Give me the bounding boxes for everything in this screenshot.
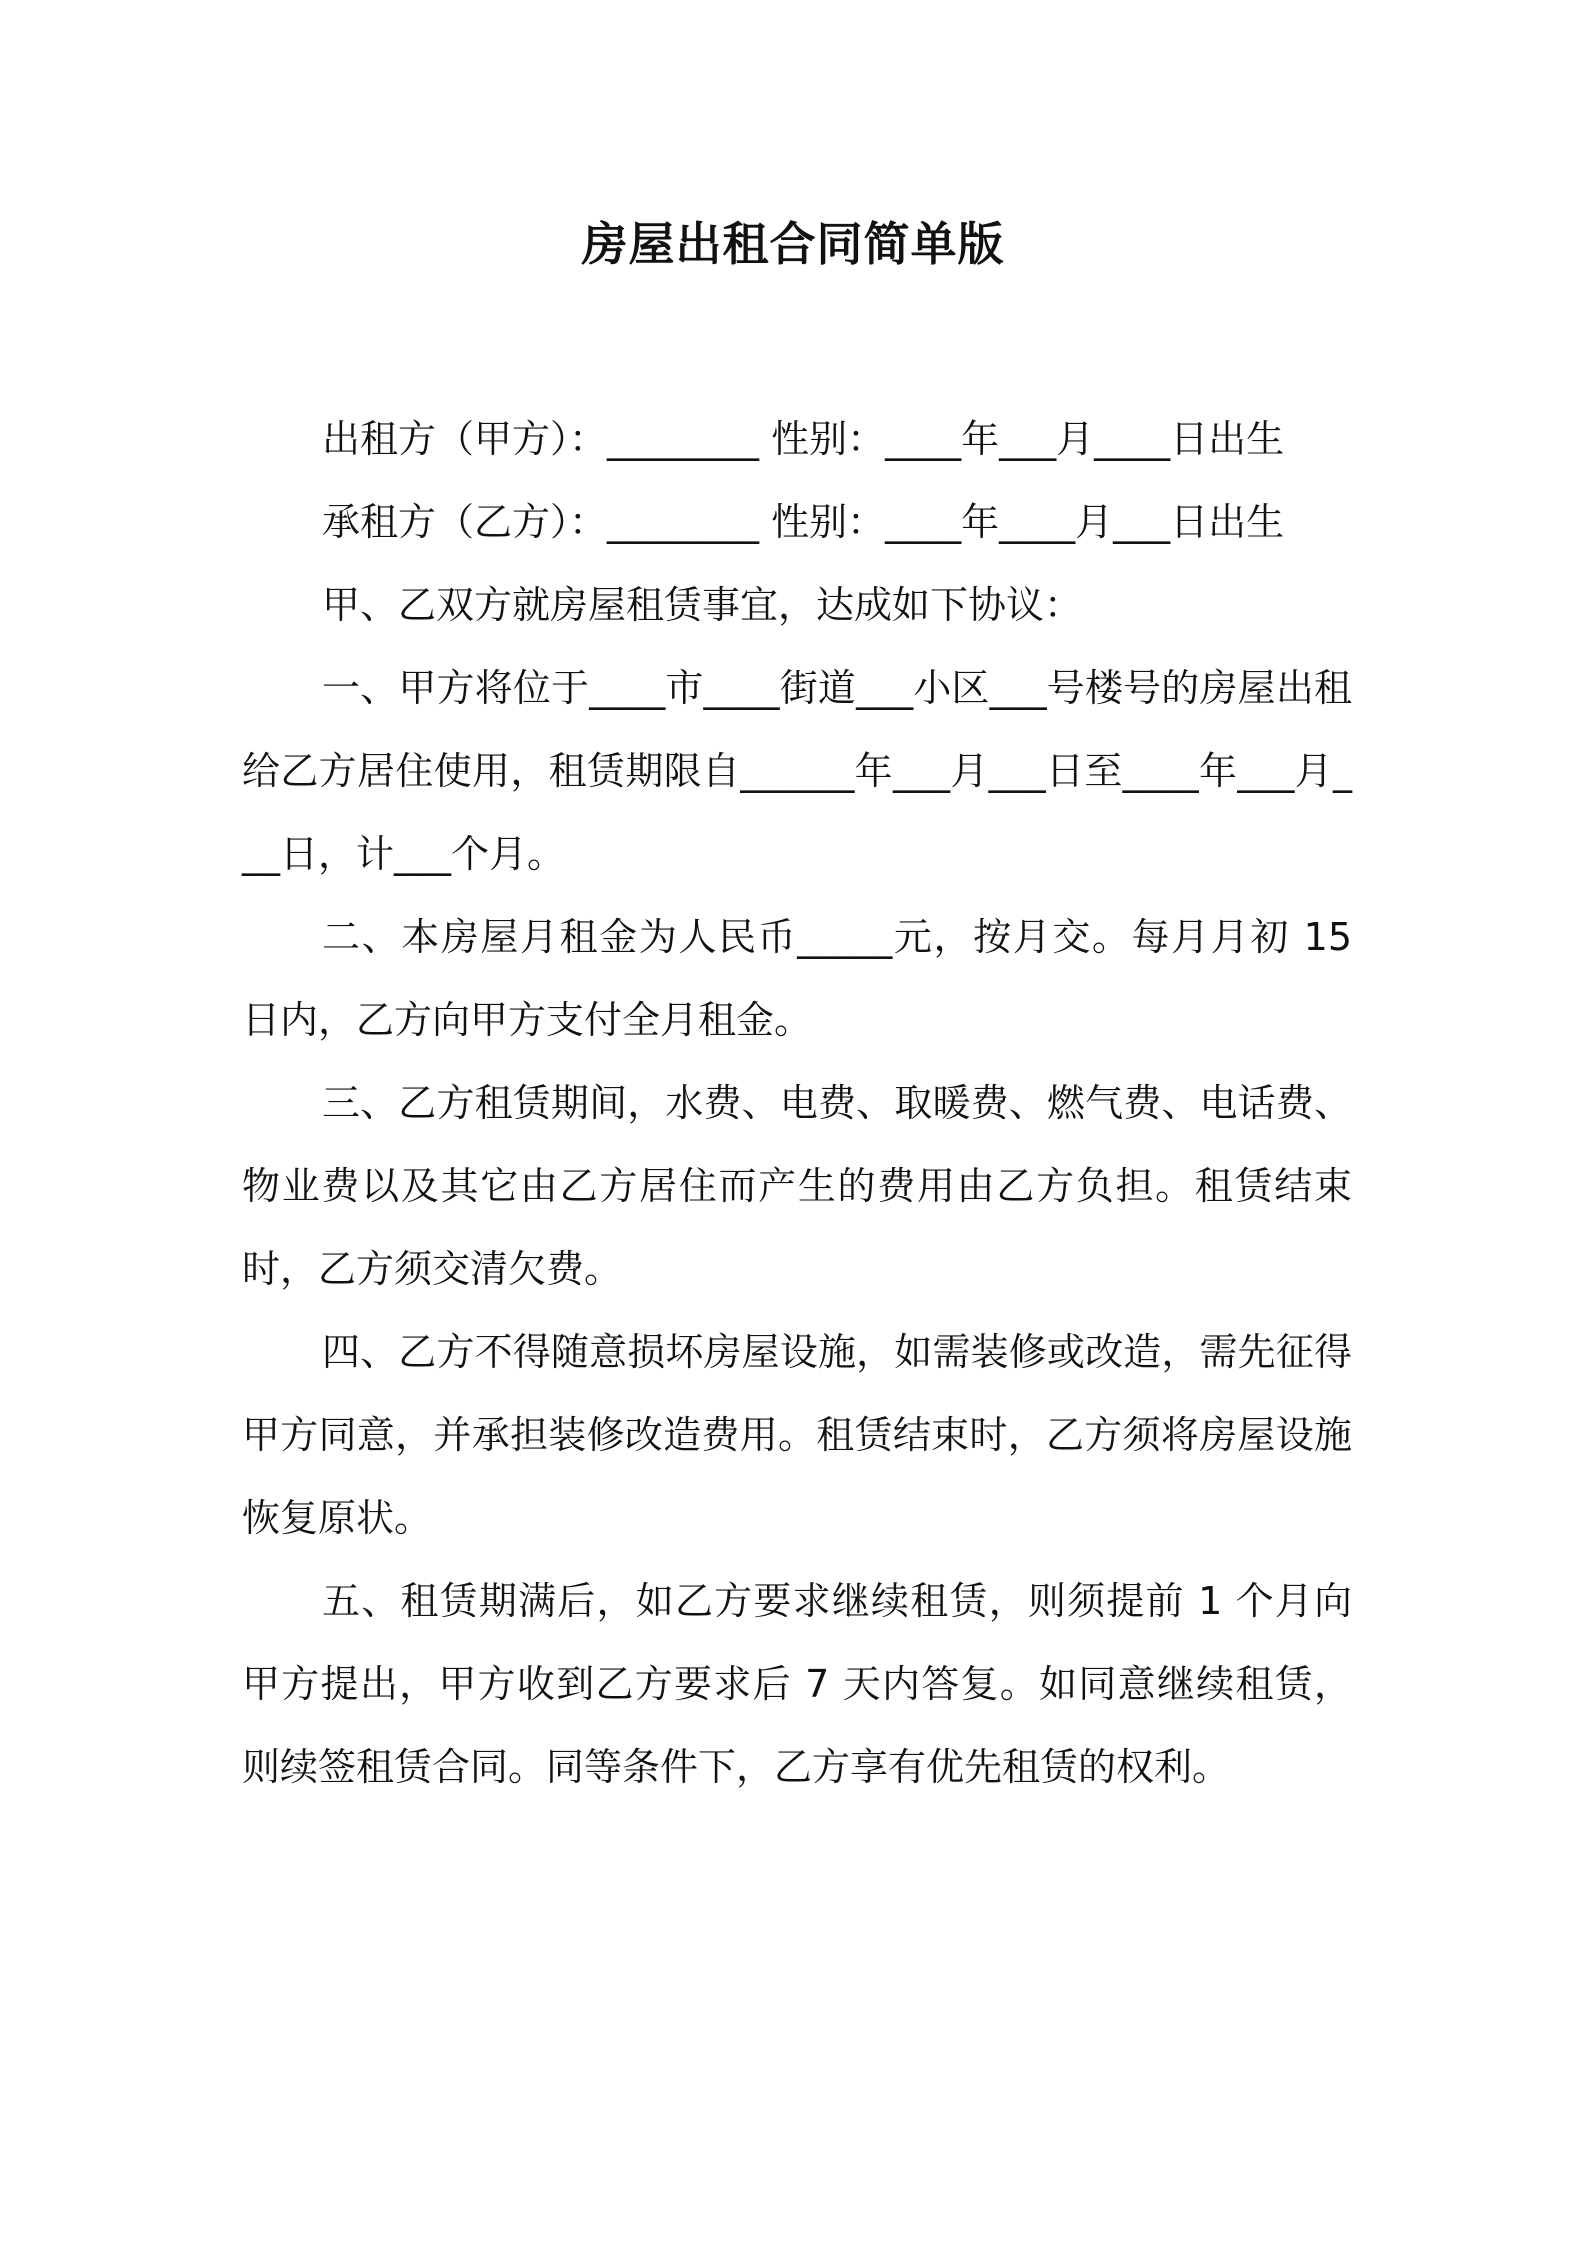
document-title: 房屋出租合同简单版 [581, 217, 1005, 271]
lessor-line: 出租方（甲方）：________ 性别：____年___月____日出生 [322, 417, 1285, 461]
document-body [242, 398, 1352, 1809]
clause-1: 一、甲方将位于____市____街道___小区___号楼号的房屋出租给乙方居住使用，租赁期限自______年___月___日至____年___月___日，计___个月。 [242, 666, 1352, 876]
clause-4: 四、乙方不得随意损坏房屋设施，如需装修或改造，需先征得甲方同意，并承担装修改造费用。租赁结束时，乙方须将房屋设施恢复原状。 [242, 1330, 1352, 1540]
clause-3: 三、乙方租赁期间，水费、电费、取暖费、燃气费、电话费、物业费以及其它由乙方居住而产生的费用由乙方负担。租赁结束时，乙方须交清欠费。 [242, 1081, 1352, 1291]
clause-2: 二、本房屋月租金为人民币_____元，按月交。每月月初 15 日内，乙方向甲方支付全月租金。 [242, 915, 1352, 1042]
agreement-intro: 甲、乙双方就房屋租赁事宜，达成如下协议： [322, 583, 1083, 627]
lessee-line: 承租方（乙方）：________ 性别：____年____月___日出生 [322, 500, 1285, 544]
clause-5: 五、租赁期满后，如乙方要求继续租赁，则须提前 1 个月向甲方提出，甲方收到乙方要求后 7 天内答复。如同意继续租赁，则续签租赁合同。同等条件下，乙方享有优先租赁的权利。 [242, 1579, 1352, 1789]
